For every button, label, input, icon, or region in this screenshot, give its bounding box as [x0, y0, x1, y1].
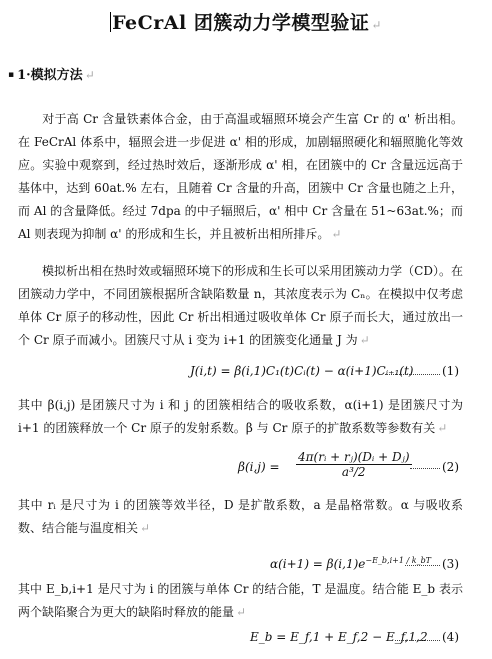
equation-2 — [0, 452, 492, 488]
section-heading — [8, 64, 95, 83]
return-mark: ↵ — [84, 68, 95, 82]
equation-1-expression[interactable]: J(i,t) = β(i,1)C₁(t)Cᵢ(t) − α(i+1)Cᵢ₊₁(t) — [190, 364, 414, 378]
equation-2-numerator: 4π(rᵢ + rⱼ)(Dᵢ + Dⱼ) — [298, 450, 410, 464]
equation-2-number: (2) — [442, 460, 459, 474]
return-mark: ↵ — [331, 227, 342, 241]
equation-3-number: (3) — [442, 557, 459, 571]
paragraph-2-text[interactable]: 模拟析出相在热时效或辐照环境下的形成和生长可以采用团簇动力学（CD）。在团簇动力学中，不同团簇根据所含缺陷数量 n，其浓度表示为 Cₙ。在模拟中仅考虑单体 Cr 原子的移动性，因此 Cr 析出相通过吸收单体 Cr 原子而长大，通过放出一个 Cr 原子而减小。团簇尺寸从 i 变为 i+1 的团簇变化通量 J 为 — [18, 264, 463, 347]
equation-2-denominator: a³/2 — [341, 465, 366, 479]
paragraph-3-text[interactable]: 其中 β(i,j) 是团簇尺寸为 i 和 j 的团簇相结合的吸收系数，α(i+1) 是团簇尺寸为 i+1 的团簇释放一个 Cr 原子的发射系数。β 与 Cr 原子的扩散系数等参数有关 — [18, 398, 463, 435]
text-cursor — [110, 12, 111, 32]
title-text[interactable]: FeCrAl 团簇动力学模型验证 — [112, 12, 370, 34]
equation-1 — [0, 364, 492, 388]
equation-3-leader — [405, 555, 440, 566]
return-mark: ↵ — [371, 18, 382, 32]
paragraph-1 — [18, 108, 463, 246]
paragraph-2 — [18, 260, 463, 352]
return-mark: ↵ — [359, 333, 370, 347]
return-mark: ↵ — [236, 605, 247, 619]
paragraph-5 — [18, 578, 463, 624]
paragraph-1-text[interactable]: 对于高 Cr 含量铁素体合金，由于高温或辐照环境会产生富 Cr 的 α' 析出相。在 FeCrAl 体系中，辐照会进一步促进 α' 相的形成，加剧辐照硬化和辐照脆化等效应。实验中观察到，经过热时效后，逐渐形成 α' 相，在团簇中的 Cr 含量远远高于基体中，达到 60at.% 左右，且随着 Cr 含量的升高，团簇中 Cr 含量也随之上升，而 Al 的含量降低。经过 7dpa 的中子辐照后，α' 相中 Cr 含量在 51~63at.%；而 Al 则表现为抑制 α' 的形成和生长，并且被析出相所排斥。 — [18, 112, 463, 241]
equation-1-number: (1) — [442, 364, 459, 378]
equation-4 — [0, 630, 492, 654]
paragraph-4-text[interactable]: 其中 rᵢ 是尺寸为 i 的团簇等效半径，D 是扩散系数，a 是晶格常数。α 与吸收系数、结合能与温度相关 — [18, 498, 463, 535]
equation-4-leader — [395, 630, 440, 641]
equation-4-number: (4) — [442, 630, 459, 644]
section-heading-text[interactable]: 1·模拟方法 — [17, 68, 83, 83]
equation-3 — [0, 552, 492, 576]
paragraph-4 — [18, 494, 463, 540]
paragraph-3 — [18, 394, 463, 440]
equation-2-leader — [410, 458, 440, 469]
equation-3-exponent: −E_b,i+1 / k_bT — [365, 556, 432, 565]
equation-3-base: α(i+1) = β(i,1)e — [270, 557, 366, 571]
section-bullet: ▪ — [8, 70, 15, 80]
return-mark: ↵ — [140, 521, 151, 535]
return-mark: ↵ — [437, 421, 448, 435]
equation-1-leader — [385, 364, 440, 375]
equation-4-expression[interactable]: E_b = E_f,1 + E_f,2 − E_f,1,2 — [250, 630, 428, 644]
paragraph-5-text[interactable]: 其中 E_b,i+1 是尺寸为 i 的团簇与单体 Cr 的结合能，T 是温度。结合能 E_b 表示两个缺陷聚合为更大的缺陷时释放的能量 — [18, 582, 463, 619]
document-title — [0, 8, 492, 35]
equation-2-fraction[interactable] — [296, 450, 412, 479]
equation-2-lhs: β(i,j) = — [238, 460, 280, 474]
